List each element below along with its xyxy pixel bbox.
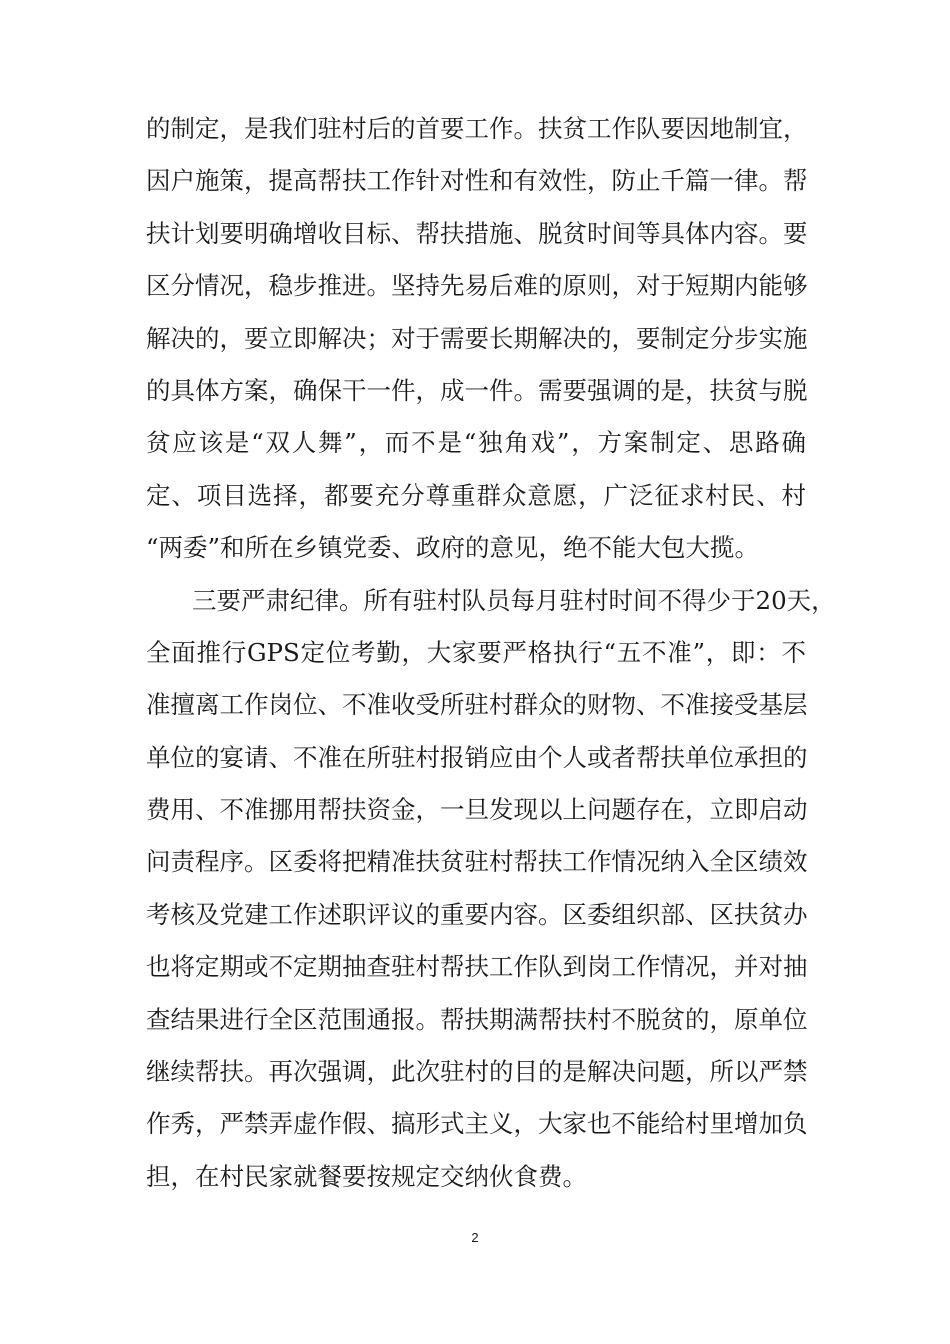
text-line: 解决的，要立即解决；对于需要长期解决的，要制定分步实施 bbox=[146, 323, 808, 353]
text-line: 扶计划要明确增收目标、帮扶措施、脱贫时间等具体内容。要 bbox=[146, 218, 808, 248]
body-text bbox=[146, 103, 836, 1203]
text-line: “两委”和所在乡镇党委、政府的意见，绝不能大包大揽。 bbox=[146, 533, 760, 563]
text-line: 担，在村民家就餐要按规定交纳伙食费。 bbox=[146, 1161, 587, 1191]
text-line: 的具体方案，确保干一件，成一件。需要强调的是，扶贫与脱 bbox=[146, 375, 808, 405]
text-line: 因户施策，提高帮扶工作针对性和有效性，防止千篇一律。帮 bbox=[146, 166, 808, 196]
text-line: 贫应该是“双人舞”，而不是“独角戏”，方案制定、思路确 bbox=[146, 428, 806, 458]
text-line: 准擅离工作岗位、不准收受所驻村群众的财物、不准接受基层 bbox=[146, 690, 808, 720]
text-line: 问责程序。区委将把精准扶贫驻村帮扶工作情况纳入全区绩效 bbox=[146, 847, 808, 877]
paragraph-heading: 三要严肃纪律。 bbox=[192, 585, 364, 615]
text-line: 也将定期或不定期抽查驻村帮扶工作队到岗工作情况，并对抽 bbox=[146, 952, 808, 982]
text-line: 费用、不准挪用帮扶资金，一旦发现以上问题存在，立即启动 bbox=[146, 795, 808, 825]
page-number: 2 bbox=[471, 1230, 479, 1245]
text-line: 单位的宴请、不准在所驻村报销应由个人或者帮扶单位承担的 bbox=[146, 742, 808, 772]
text-line: 作秀，严禁弄虚作假、搞形式主义，大家也不能给村里增加负 bbox=[146, 1109, 808, 1139]
text-line: 区分情况，稳步推进。坚持先易后难的原则，对于短期内能够 bbox=[146, 271, 808, 301]
text-line-rest: 所有驻村队员每月驻村时间不得少于20天， bbox=[363, 585, 836, 615]
text-line-first bbox=[146, 575, 836, 627]
paragraph-1 bbox=[146, 103, 806, 575]
paragraph-2 bbox=[146, 575, 836, 1204]
text-line: 查结果进行全区范围通报。帮扶期满帮扶村不脱贫的，原单位 bbox=[146, 1004, 808, 1034]
text-line: 定、项目选择，都要充分尊重群众意愿，广泛征求村民、村 bbox=[146, 480, 806, 510]
text-line: 继续帮扶。再次强调，此次驻村的目的是解决问题，所以严禁 bbox=[146, 1057, 808, 1087]
text-line: 全面推行GPS定位考勤，大家要严格执行“五不准”，即：不 bbox=[146, 637, 806, 667]
text-line: 考核及党建工作述职评议的重要内容。区委组织部、区扶贫办 bbox=[146, 899, 808, 929]
text-line: 的制定，是我们驻村后的首要工作。扶贫工作队要因地制宜， bbox=[146, 114, 808, 143]
